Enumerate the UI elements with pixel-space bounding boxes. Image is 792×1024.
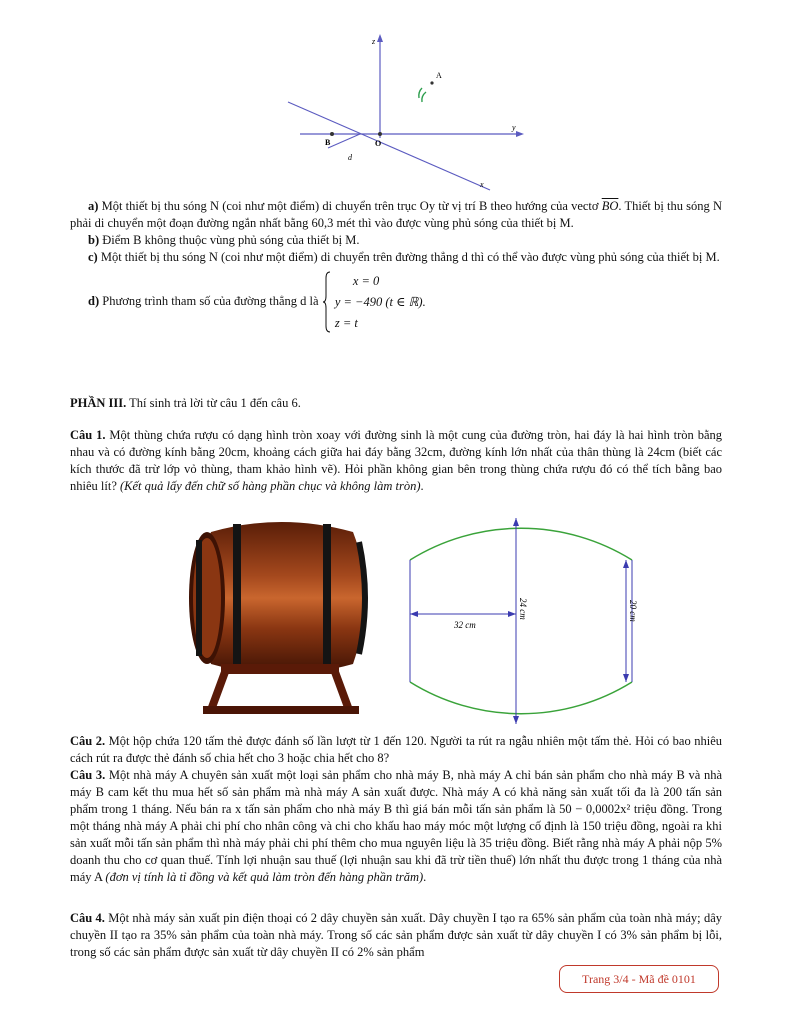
statements-block	[70, 198, 722, 334]
dim-20-label: 20 cm	[628, 600, 638, 622]
coordinate-figure	[280, 30, 530, 195]
question-1: Câu 1. Một thùng chứa rượu có dạng hình tròn xoay với đường sinh là một cung của đường tròn, hai đáy là hai hình tròn bằng nhau và có đường kính bằng 20cm, khoảng cách giữa hai đáy bằng 32cm, đường kính lớn nhất của thân thùng là 24cm (biết các kích thước đã trừ lớp vỏ thùng, tham khảo hình vẽ). Hỏi phần không gian bên trong thùng chứa rượu đó có thể tích bằng bao nhiêu lít? (Kết quả lấy đến chữ số hàng phần chục và không làm tròn).	[70, 428, 723, 493]
axis-y-label: y	[512, 123, 516, 132]
dim-32-label: 32 cm	[454, 620, 476, 630]
vector-bo: $\overline{BO}$	[601, 199, 619, 213]
point-o-label: O	[375, 139, 382, 148]
point-a-label: A	[436, 71, 442, 80]
parametric-system: x = 0 y = −490 (t ∈ ℝ). z = t	[334, 273, 426, 330]
statement-a: a) Một thiết bị thu sóng N (coi như một điểm) di chuyển trên trục Oy từ vị trí B theo hướng của vectơ $\overline{BO}$. Thiết bị thu sóng N phải di chuyển một đoạn đường ngắn nhất bằng 60,3 mét thì vào được vùng phủ sóng của thiết bị M.	[70, 199, 723, 230]
line-d-label: d	[348, 153, 352, 162]
axis-z-label: z	[372, 37, 376, 46]
point-b-label: B	[325, 138, 331, 147]
page-footer: Trang 3/4 - Mã đề 0101	[559, 965, 719, 993]
question-4: Câu 4. Một nhà máy sản xuất pin điện thoại có 2 dây chuyền sản xuất. Dây chuyền I tạo ra 65% sản phẩm của toàn nhà máy; dây chuyền II tạo ra 35% sản phẩm của toàn nhà máy. Trong số các sản phẩm được sản xuất từ dây chuyền I có 3% sản phẩm bị lỗi, trong số các sản phẩm được sản xuất từ dây chuyền II có 2% sản phẩm	[70, 911, 722, 959]
brace-icon	[322, 270, 332, 334]
axis-x-label: x	[480, 180, 484, 189]
part3-heading: PHẦN III. Thí sinh trả lời từ câu 1 đến câu 6.	[70, 396, 301, 410]
dim-24-label: 24 cm	[518, 598, 528, 620]
question-2: Câu 2. Một hộp chứa 120 tấm thẻ được đánh số lần lượt từ 1 đến 120. Người ta rút ra ngẫu nhiên một tấm thẻ. Hỏi có bao nhiêu cách rút ra được thẻ đánh số chia hết cho 3 hoặc chia hết cho 8?	[70, 734, 722, 765]
statement-c: c) Một thiết bị thu sóng N (coi như một điểm) di chuyển trên đường thẳng d thì có thể vào được vùng phủ sóng của thiết bị M.	[88, 250, 720, 264]
barrel-image	[163, 514, 399, 722]
statement-d: d) Phương trình tham số của đường thẳng d là x = 0 y = −490 (t ∈ ℝ). z = t	[70, 270, 722, 334]
question-3: Câu 3. Một nhà máy A chuyên sản xuất một loại sản phẩm cho nhà máy B, nhà máy A chỉ bán sản phẩm cho nhà máy B và nhà máy B cam kết thu mua hết số sản phẩm mà nhà máy A sản xuất được. Nhà máy A có khả năng sản xuất tối đa là 200 tấn sản phẩm trong 1 tháng. Nếu bán ra x tấn sản phẩm cho nhà máy B thì giá bán mỗi tấn sản phẩm là 50 − 0,0002x² triệu đồng. Trong một tháng nhà máy A phải chi phí cho nhân công và chi cho khấu hao máy móc một lượng cố định là 150 triệu đồng, ngoài ra khi sản xuất mỗi tấn sản phẩm thì nhà máy phải chi phí thêm cho mua nguyên liệu là 35 triệu đồng. Biết rằng nhà máy A phải nộp 5% doanh thu cho cơ quan thuế. Tính lợi nhuận sau thuế (lợi nhuận sau khi đã trừ tiền thuế) lớn nhất thu được trong 1 tháng của nhà máy A (đơn vị tính là tỉ đồng và kết quả làm tròn đến hàng phần trăm).	[70, 768, 722, 884]
barrel-cross-section-diagram	[404, 512, 654, 730]
statement-b: b) Điểm B không thuộc vùng phủ sóng của thiết bị M.	[88, 233, 360, 247]
